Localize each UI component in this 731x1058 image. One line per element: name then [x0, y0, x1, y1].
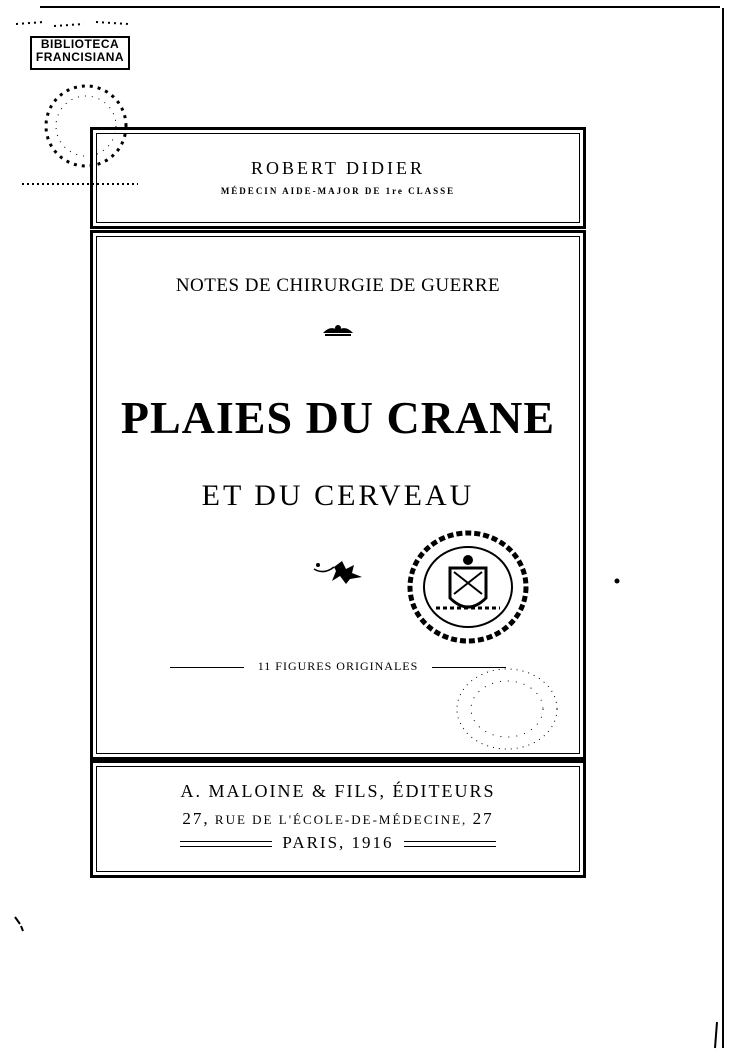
ink-speck-icon	[612, 576, 622, 586]
publisher-address	[93, 809, 583, 829]
address-street: RUE DE L'ÉCOLE-DE-MÉDECINE,	[214, 812, 468, 827]
author-name: ROBERT DIDIER	[250, 158, 426, 178]
page-edge-top	[40, 6, 720, 8]
city-year: PARIS, 1916	[282, 833, 394, 852]
author-role: MÉDECIN AIDE-MAJOR DE 1re CLASSE	[220, 186, 456, 196]
publisher-frame	[90, 760, 586, 878]
main-title: PLAIES DU CRANE	[120, 392, 556, 443]
publisher-city-line	[93, 833, 583, 853]
address-number-end: 27	[472, 809, 494, 828]
ink-speckle-icon	[14, 12, 134, 42]
figures-count: 11 FIGURES ORIGINALES	[257, 659, 419, 673]
rule-left	[170, 667, 244, 668]
library-stamp-line1: BIBLIOTECA	[40, 37, 120, 51]
fleuron-icon	[93, 323, 583, 342]
ink-speck-icon	[710, 1020, 724, 1050]
subtitle: ET DU CERVEAU	[201, 479, 475, 512]
series-title: NOTES DE CHIRURGIE DE GUERRE	[175, 275, 501, 296]
library-seal-icon	[406, 528, 530, 646]
library-stamp-line2: FRANCISIANA	[35, 50, 125, 64]
address-number: 27,	[182, 809, 210, 828]
rule-left	[180, 841, 272, 847]
rule-right	[404, 841, 496, 847]
ink-speck-icon	[12, 914, 26, 934]
author-frame	[90, 127, 586, 229]
page-edge-right	[722, 8, 724, 1048]
publisher-name: A. MALOINE & FILS, ÉDITEURS	[180, 781, 496, 801]
faint-stamp-icon	[452, 664, 562, 754]
